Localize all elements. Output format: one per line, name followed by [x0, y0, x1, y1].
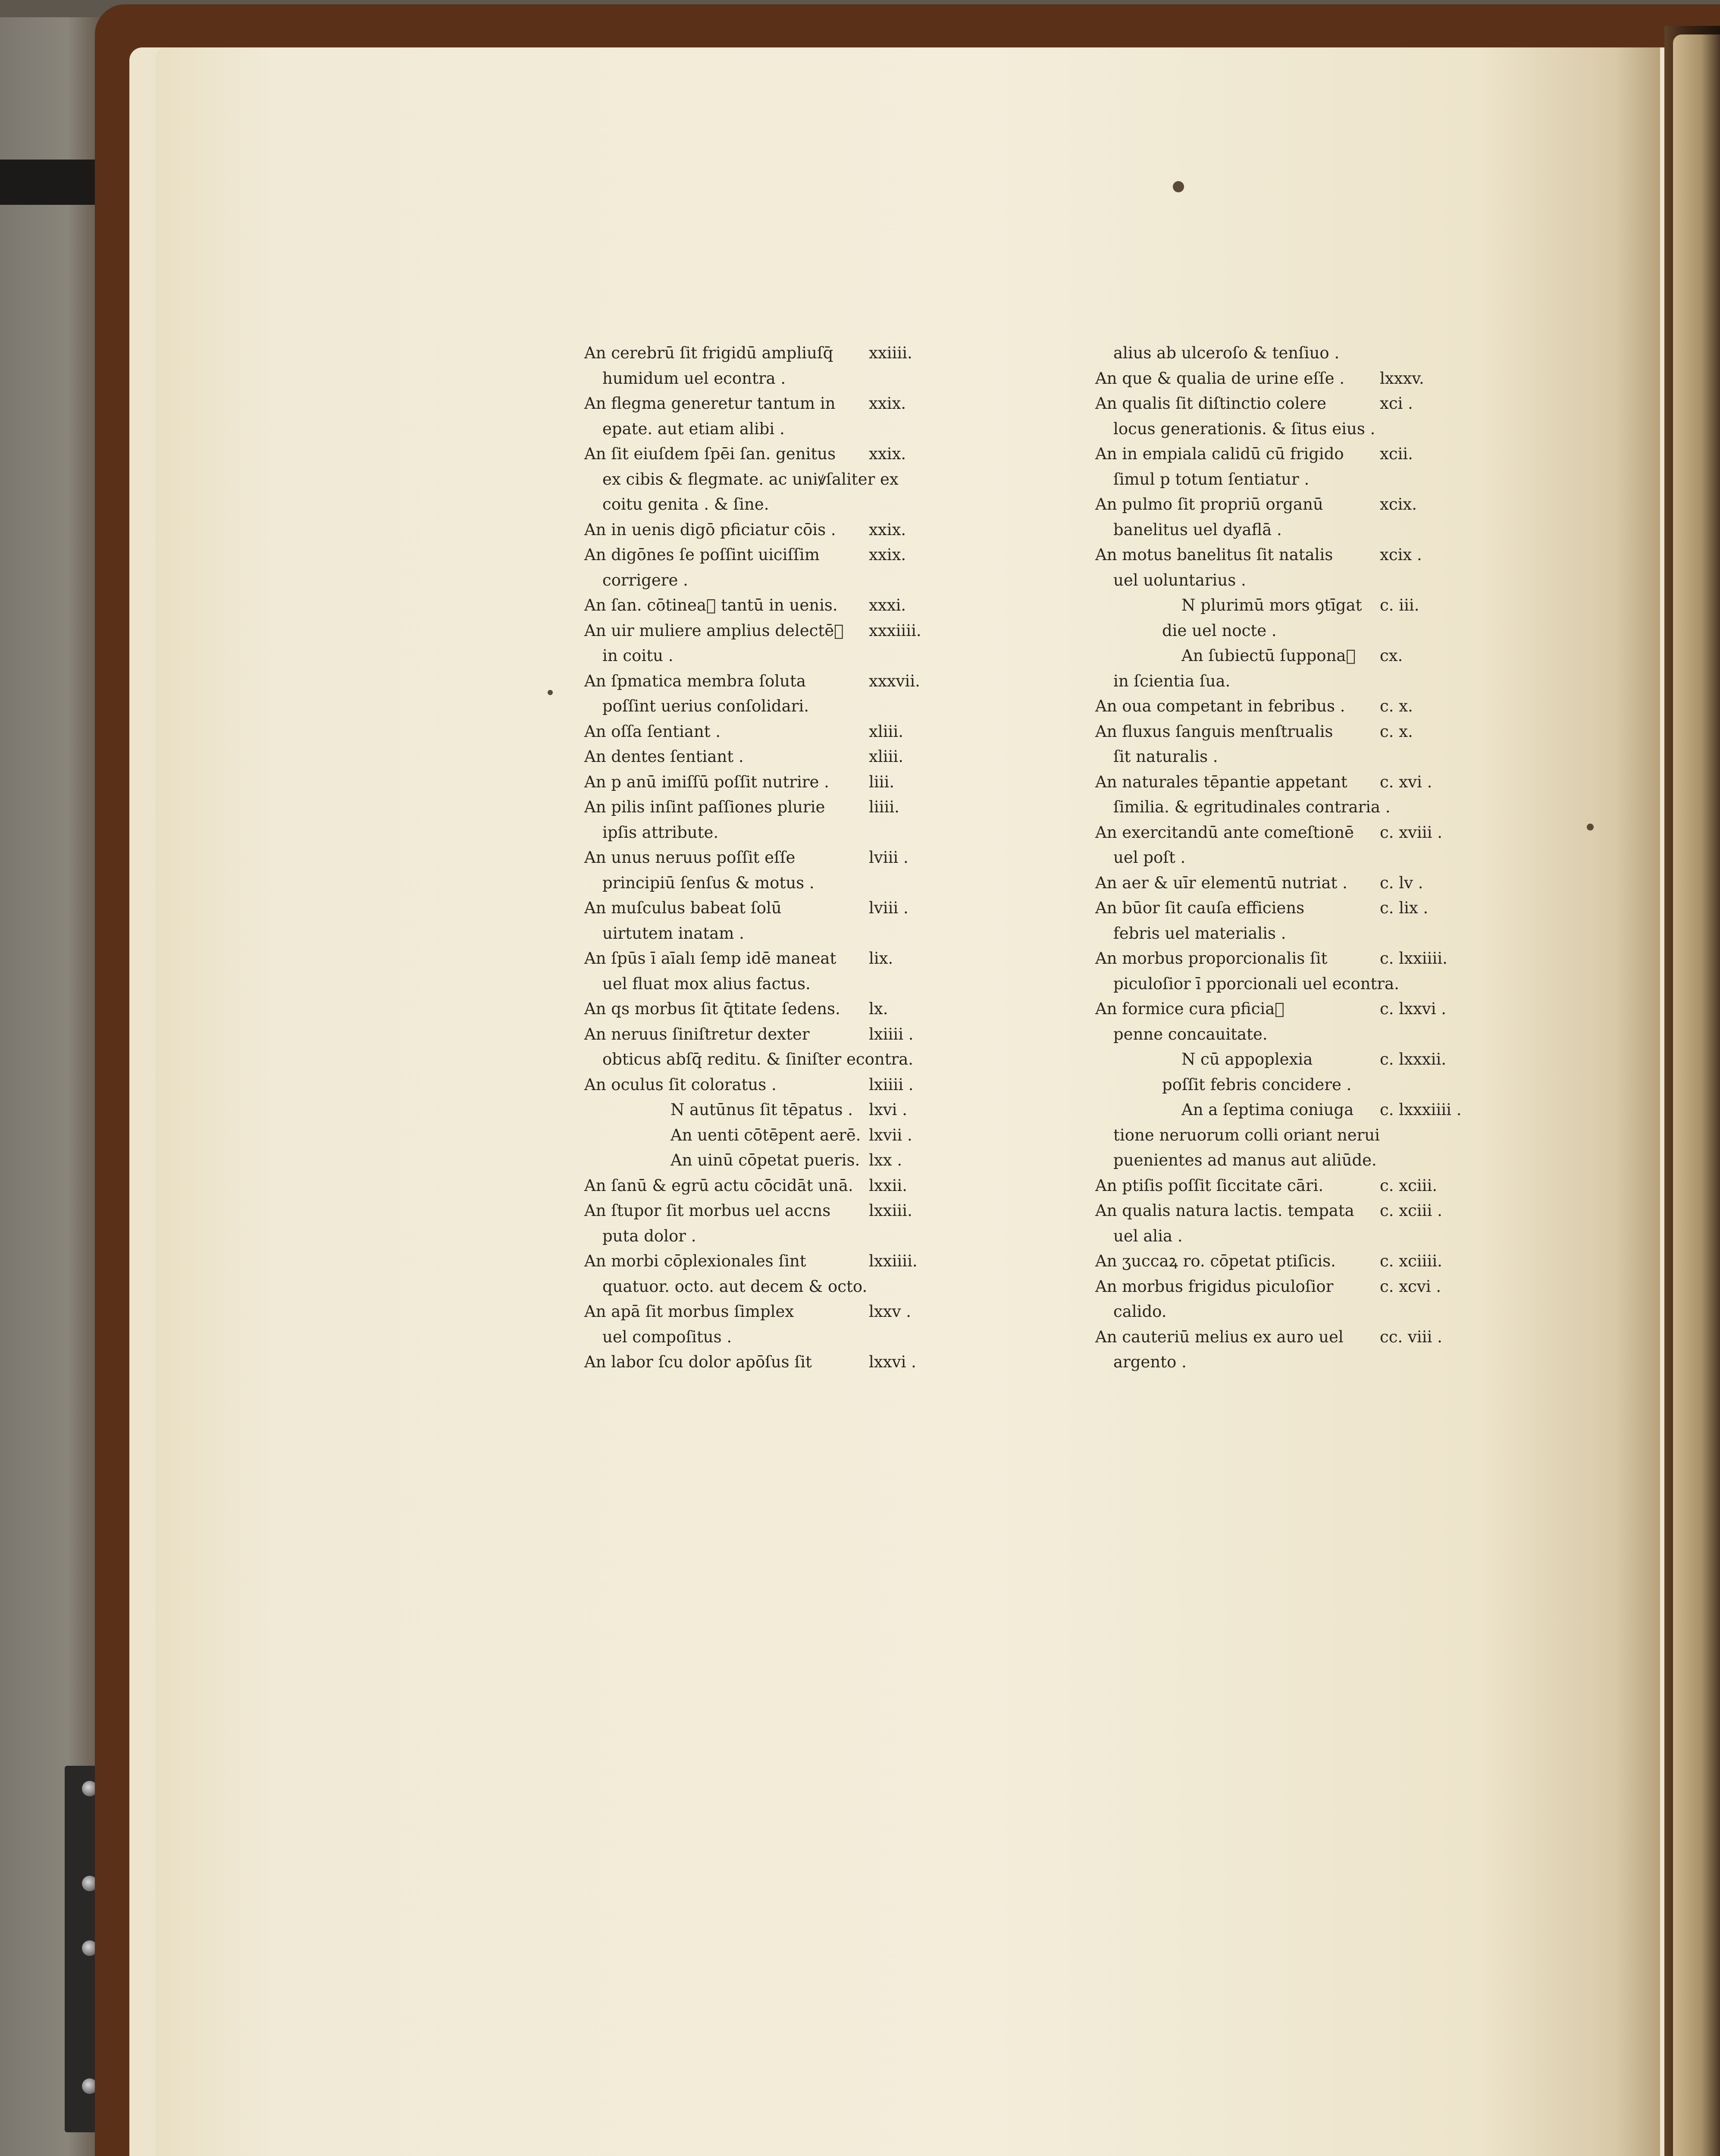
entry-text: principiū ſenſus & motus . [602, 873, 815, 892]
entry-text: An ſubiectū ſupponaᷓ [1181, 646, 1356, 665]
entry-text: ex cibis & flegmate. ac uniꝟſaliter ex [602, 470, 899, 489]
folio-reference: liiii. [869, 798, 899, 816]
folio-reference: c. lv . [1380, 873, 1423, 892]
entry-text: An qs morbus ſit q̄titate ſedens. [584, 1000, 840, 1018]
index-entry [1095, 719, 1483, 770]
index-entry [1095, 542, 1483, 593]
index-entry [1095, 593, 1483, 643]
folio-reference: lviii . [869, 848, 909, 867]
entry-text: argento . [1113, 1353, 1187, 1371]
entry-text: An ſanū & egrū actu cōcidāt unā. [584, 1176, 853, 1195]
folio-reference: xcii. [1380, 445, 1413, 463]
folio-reference: c. x. [1380, 697, 1413, 715]
entry-text: uel poſt . [1113, 848, 1186, 867]
index-entry [584, 517, 972, 543]
entry-text: An motus banelitus ſit natalis [1095, 545, 1333, 564]
entry-text: An in empiala calidū cū frigido [1095, 445, 1344, 463]
entry-text: quatuor. octo. aut decem & octo. [602, 1277, 868, 1296]
folio-reference: lxxvi . [869, 1353, 916, 1371]
entry-text: poſſint uerius conſolidari. [602, 697, 809, 715]
index-entry [584, 618, 972, 669]
index-entry [1095, 1249, 1483, 1274]
entry-text: puta dolor . [602, 1226, 696, 1245]
entry-text: alius ab ulceroſo & tenſiuo . [1113, 344, 1340, 362]
folio-reference: lviii . [869, 899, 909, 917]
folio-reference: xci . [1380, 394, 1413, 413]
folio-reference: xxix. [869, 394, 906, 413]
facing-page-edge [1673, 34, 1720, 2156]
entry-text: An ſpmatica membra ſoluta [584, 671, 806, 690]
entry-text: An oua competant in febribus . [1095, 697, 1345, 715]
index-entry [1095, 391, 1483, 442]
index-entry [584, 997, 972, 1022]
ink-spot [548, 690, 553, 695]
index-entry [584, 1022, 972, 1072]
entry-text: An ſtupor ſit morbus uel accns [584, 1201, 831, 1220]
index-entry [1095, 770, 1483, 820]
index-entry [584, 946, 972, 997]
entry-text: An ſan. cōtineaᷓ tantū in uenis. [584, 596, 838, 614]
entry-text: An in uenis digō pficiatur cōis . [584, 520, 836, 539]
folio-reference: c. lxxxiiii . [1380, 1100, 1462, 1119]
index-entry [584, 391, 972, 442]
index-entry [584, 845, 972, 896]
index-entry [584, 1148, 972, 1173]
entry-text: uel fluat mox alius factus. [602, 974, 811, 993]
index-entry [584, 1173, 972, 1199]
entry-text: An neruus ſiniſtretur dexter [584, 1025, 810, 1044]
entry-text: An oculus ſit coloratus . [584, 1075, 777, 1094]
entry-text: An cauteriū melius ex auro uel [1095, 1327, 1344, 1346]
entry-text: in ſcientia ſua. [1113, 671, 1231, 690]
folio-reference: c. x. [1380, 722, 1413, 741]
index-entry [584, 795, 972, 845]
index-entry [584, 1299, 972, 1350]
index-entry [584, 669, 972, 719]
folio-reference: xliii. [869, 747, 903, 766]
entry-text: ipſis attribute. [602, 823, 719, 842]
entry-text: An fluxus ſanguis menſtrualis [1095, 722, 1333, 741]
entry-text: puenientes ad manus aut aliūde. [1113, 1151, 1377, 1169]
folio-reference: c. xciiii. [1380, 1252, 1442, 1270]
index-entry [1095, 1173, 1483, 1199]
folio-reference: c. xviii . [1380, 823, 1443, 842]
index-entry [584, 542, 972, 593]
entry-text: An morbus proporcionalis ſit [1095, 949, 1328, 968]
index-entry [1095, 1198, 1483, 1249]
entry-text: An pulmo ſit propriū organū [1095, 495, 1323, 514]
entry-text: uel uoluntarius . [1113, 570, 1246, 589]
entry-text: N plurimū mors ꝯtīgat [1181, 596, 1362, 614]
folio-reference: c. lxxiiii. [1380, 949, 1447, 968]
folio-reference: lxvi . [869, 1100, 907, 1119]
entry-text: epate. aut etiam alibi . [602, 419, 785, 438]
entry-text: An a ſeptima coniuga [1181, 1100, 1354, 1119]
entry-text: An p anū imiſſū poſſit nutrire . [584, 772, 829, 791]
entry-text: An uir muliere amplius delectēᷓ [584, 621, 844, 640]
folio-reference: c. lxxvi . [1380, 1000, 1447, 1018]
index-entry [584, 744, 972, 770]
folio-reference: c. xcvi . [1380, 1277, 1441, 1296]
folio-reference: xxix. [869, 545, 906, 564]
entry-text: penne concauitate. [1113, 1025, 1268, 1044]
entry-text: An ſpūs ī aīalı ſemp idē maneat [584, 949, 837, 968]
entry-text: humidum uel econtra . [602, 369, 786, 388]
entry-text: locus generationis. & ſitus eius . [1113, 419, 1375, 438]
folio-reference: lxxii. [869, 1176, 907, 1195]
entry-text: uirtutem inatam . [602, 924, 744, 943]
folio-reference: c. lxxxii. [1380, 1050, 1447, 1069]
entry-text: An aer & uīr elementū nutriat . [1095, 873, 1347, 892]
entry-text: An ʒuccaꝝ ro. cōpetat ptiſicis. [1095, 1252, 1336, 1270]
entry-text: coitu genita . & ſine. [602, 495, 769, 514]
entry-text: An uenti cōtēpent aerē. [670, 1125, 861, 1144]
folio-reference: cc. viii . [1380, 1327, 1442, 1346]
entry-text: N autūnus ſit tēpatus . [670, 1100, 853, 1119]
folio-reference: lix. [869, 949, 893, 968]
index-entry [584, 719, 972, 745]
entry-text: N cū appoplexia [1181, 1050, 1313, 1069]
index-entry [584, 1350, 972, 1375]
entry-text: An digōnes ſe poſſint uiciſſim [584, 545, 820, 564]
folio-reference: xcix . [1380, 545, 1422, 564]
ink-spot [1173, 181, 1184, 192]
folio-reference: xxix. [869, 520, 906, 539]
index-entry [1095, 820, 1483, 871]
index-entry [1095, 1123, 1483, 1173]
index-entry [1095, 1325, 1483, 1375]
entry-text: An ſit eiuſdem ſpēi ſan. genitus [584, 445, 836, 463]
right-index-column [1095, 341, 1483, 1375]
entry-text: corrigere . [602, 570, 688, 589]
index-entry [584, 896, 972, 946]
entry-text: banelitus uel dyaflā . [1113, 520, 1282, 539]
index-entry [1095, 1047, 1483, 1097]
folio-reference: c. xciii . [1380, 1201, 1442, 1220]
entry-text: An qualis ſit diſtinctio colere [1095, 394, 1326, 413]
folio-reference: c. iii. [1380, 596, 1419, 614]
entry-text: An ptiſis poſſit ſiccitate cāri. [1095, 1176, 1324, 1195]
index-entry [584, 1097, 972, 1123]
left-index-column [584, 341, 972, 1375]
entry-text: ſit naturalis . [1113, 747, 1218, 766]
entry-text: uel compoſitus . [602, 1327, 732, 1346]
index-entry [584, 770, 972, 795]
index-entry [584, 1123, 972, 1148]
entry-text: An qualis natura lactis. tempata [1095, 1201, 1354, 1220]
ink-spot [1587, 824, 1594, 830]
entry-text: An naturales tēpantie appetant [1095, 772, 1347, 791]
entry-text: An unus neruus poſſit eſſe [584, 848, 796, 867]
entry-text: calido. [1113, 1302, 1167, 1321]
folio-reference: lxxv . [869, 1302, 911, 1321]
entry-text: An muſculus babeat ſolū [584, 899, 782, 917]
folio-reference: lxxiii. [869, 1201, 912, 1220]
index-entry [1095, 442, 1483, 492]
entry-text: piculoſior ī pporcionali uel econtra. [1113, 974, 1399, 993]
folio-reference: cx. [1380, 646, 1403, 665]
index-entry [1095, 341, 1483, 366]
index-entry [584, 442, 972, 517]
index-entry [1095, 997, 1483, 1047]
index-entry [1095, 896, 1483, 946]
index-entry [1095, 694, 1483, 719]
folio-reference: xxxiiii. [869, 621, 921, 640]
folio-reference: lxxiiii. [869, 1252, 918, 1270]
index-entry [584, 1249, 972, 1299]
entry-text: die uel nocte . [1162, 621, 1277, 640]
folio-reference: xxix. [869, 445, 906, 463]
entry-text: An flegma generetur tantum in [584, 394, 836, 413]
folio-reference: c. xvi . [1380, 772, 1432, 791]
entry-text: An cerebrū ſit frigidū ampliuſq̄ [584, 344, 833, 362]
entry-text: An pilis inſint paſſiones plurie [584, 798, 825, 816]
folio-reference: lxxxv. [1380, 369, 1424, 388]
folio-reference: xxxi. [869, 596, 906, 614]
entry-text: ſimilia. & egritudinales contraria . [1113, 798, 1391, 816]
folio-reference: lxiiii . [869, 1075, 914, 1094]
entry-text: An exercitandū ante comeſtionē [1095, 823, 1354, 842]
folio-reference: liii. [869, 772, 895, 791]
index-entry [1095, 1274, 1483, 1325]
index-entry [1095, 871, 1483, 896]
folio-reference: c. xciii. [1380, 1176, 1438, 1195]
entry-text: An dentes ſentiant . [584, 747, 744, 766]
folio-reference: xxiiii. [869, 344, 912, 362]
folio-reference: lx. [869, 1000, 888, 1018]
folio-reference: xcix. [1380, 495, 1417, 514]
index-entry [1095, 492, 1483, 542]
entry-text: An apā ſit morbus ſimplex [584, 1302, 794, 1321]
index-entry [584, 1198, 972, 1249]
entry-text: An uinū cōpetat pueris. [670, 1151, 860, 1169]
entry-text: tione neruorum colli oriant nerui [1113, 1125, 1380, 1144]
folio-reference: c. lix . [1380, 899, 1429, 917]
entry-text: An labor ſcu dolor apōſus ſit [584, 1353, 812, 1371]
entry-text: in coitu . [602, 646, 674, 665]
entry-text: obticus abſq̄ reditu. & ſiniſter econtra. [602, 1050, 914, 1069]
index-entry [584, 593, 972, 618]
index-entry [1095, 669, 1483, 694]
entry-text: ſimul p totum ſentiatur . [1113, 470, 1310, 489]
entry-text: An morbus frigidus piculoſior [1095, 1277, 1334, 1296]
entry-text: An formice cura pficiaᷓ [1095, 1000, 1285, 1018]
index-entry [584, 1072, 972, 1098]
index-entry [1095, 1097, 1483, 1123]
index-entry [1095, 366, 1483, 392]
index-entry [584, 341, 972, 391]
entry-text: An būor ſit cauſa efficiens [1095, 899, 1305, 917]
entry-text: An morbi cōplexionales ſint [584, 1252, 806, 1270]
entry-text: uel alia . [1113, 1226, 1183, 1245]
index-entry [1095, 946, 1483, 997]
folio-reference: xxxvii. [869, 671, 920, 690]
entry-text: poſſit febris concidere . [1162, 1075, 1352, 1094]
folio-reference: lxiiii . [869, 1025, 914, 1044]
folio-reference: lxx . [869, 1151, 902, 1169]
entry-text: An oſſa ſentiant . [584, 722, 721, 741]
entry-text: An que & qualia de urine eſſe . [1095, 369, 1345, 388]
index-entry [1095, 643, 1483, 669]
folio-reference: lxvii . [869, 1125, 912, 1144]
entry-text: febris uel materialis . [1113, 924, 1286, 943]
folio-reference: xliii. [869, 722, 903, 741]
